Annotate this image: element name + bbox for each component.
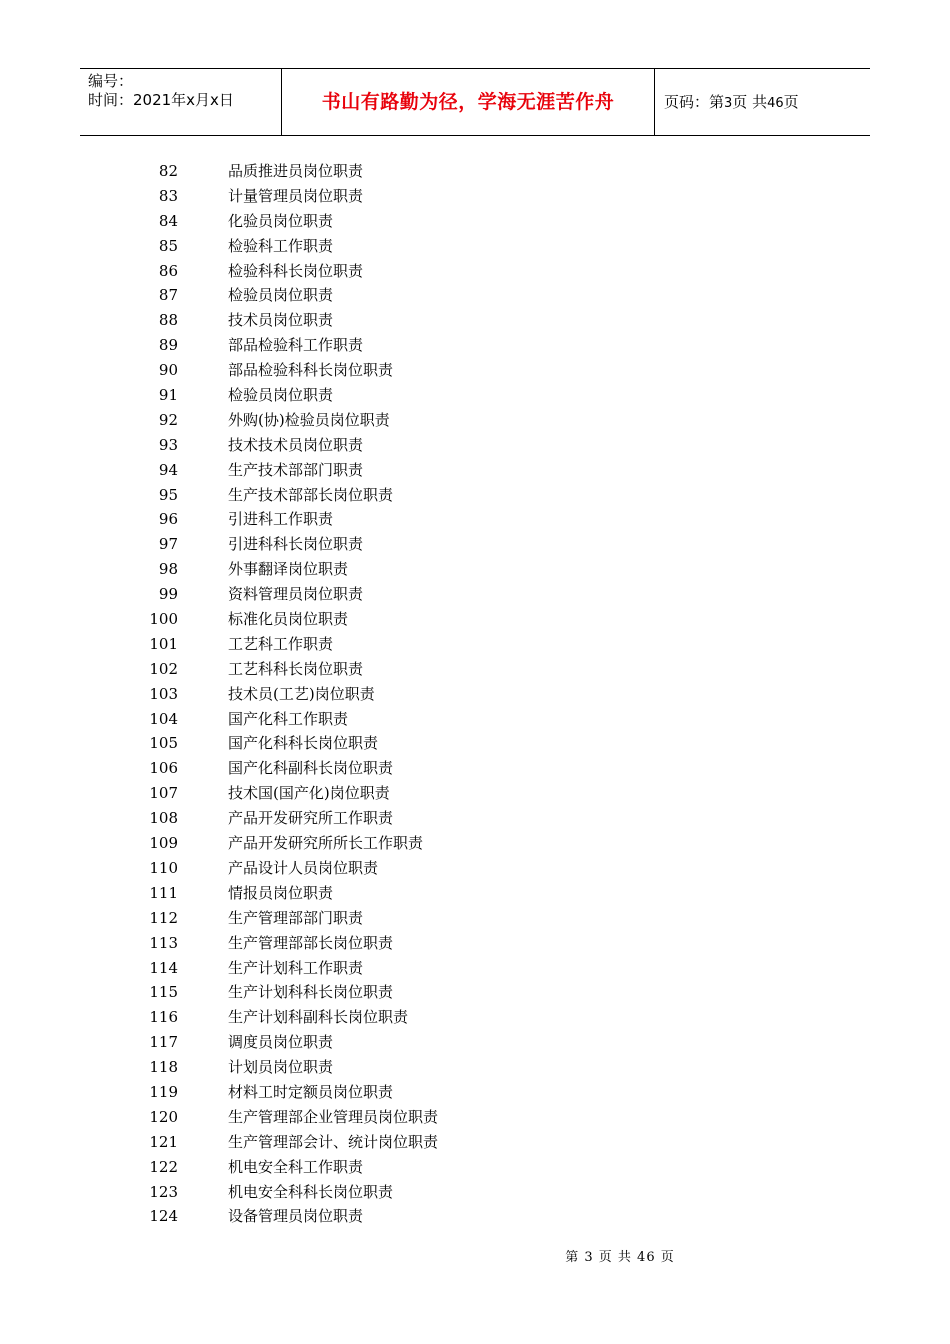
item-number: 97: [158, 535, 178, 554]
item-number: 82: [158, 162, 178, 180]
item-title: 检验科科长岗位职责: [228, 261, 364, 280]
item-number: 99: [158, 585, 178, 604]
list-item: [140, 1180, 740, 1205]
item-number: 115: [149, 983, 178, 1002]
item-number: 87: [158, 286, 178, 305]
page-prefix: 页码：第: [664, 93, 725, 111]
item-number: 118: [149, 1058, 178, 1077]
item-title: 技术国(国产化)岗位职责: [228, 784, 390, 803]
list-item: [140, 980, 740, 1005]
item-number: 119: [149, 1082, 178, 1101]
header-page-number: [655, 69, 870, 135]
item-number: 98: [158, 560, 178, 579]
item-title: 检验科工作职责: [228, 236, 334, 255]
item-title: 化验员岗位职责: [228, 211, 334, 230]
list-item: [140, 1204, 740, 1229]
list-item: [140, 881, 740, 906]
item-number: 85: [158, 236, 178, 255]
item-number: 114: [149, 958, 178, 977]
item-title: 生产管理部会计、统计岗位职责: [228, 1132, 439, 1151]
list-item: [140, 856, 740, 881]
item-number: 108: [149, 809, 178, 828]
item-title: 生产技术部部长岗位职责: [228, 485, 394, 504]
item-number: 107: [149, 784, 178, 803]
list-item: [140, 333, 740, 358]
list-item: [140, 1005, 740, 1030]
code-label: 编号：: [88, 72, 134, 90]
item-number: 104: [149, 709, 178, 728]
item-title: 标准化员岗位职责: [228, 610, 349, 629]
list-item: [140, 1130, 740, 1155]
item-number: 101: [149, 634, 178, 653]
list-item: [140, 507, 740, 532]
list-item: [140, 234, 740, 259]
list-item: [140, 458, 740, 483]
item-number: 88: [158, 311, 178, 330]
item-title: 检验员岗位职责: [228, 386, 334, 405]
item-title: 生产技术部部门职责: [228, 460, 364, 479]
item-title: 国产化科副科长岗位职责: [228, 759, 394, 778]
item-number: 83: [158, 186, 178, 205]
list-item: [140, 532, 740, 557]
page-header: [80, 68, 870, 136]
item-number: 121: [149, 1132, 178, 1151]
list-item: [140, 433, 740, 458]
list-item: [140, 259, 740, 284]
item-title: 部品检验科科长岗位职责: [228, 361, 394, 380]
item-number: 117: [149, 1033, 178, 1052]
list-item: [140, 1030, 740, 1055]
list-item: [140, 557, 740, 582]
item-number: 106: [149, 759, 178, 778]
time-label: 时间：2021年x月x日: [88, 91, 234, 109]
item-title: 技术技术员岗位职责: [228, 435, 364, 454]
item-title: 工艺科工作职责: [228, 634, 334, 653]
list-item: [140, 931, 740, 956]
list-item: [140, 184, 740, 209]
item-title: 产品设计人员岗位职责: [228, 858, 379, 877]
item-number: 112: [149, 908, 178, 927]
list-item: [140, 756, 740, 781]
list-item: [140, 383, 740, 408]
header-motto: 书山有路勤为径，学海无涯苦作舟: [282, 69, 655, 135]
item-number: 96: [158, 510, 178, 529]
list-item: [140, 956, 740, 981]
item-number: 113: [149, 933, 178, 952]
item-number: 95: [158, 485, 178, 504]
header-meta: [80, 69, 282, 135]
item-number: 116: [149, 1008, 178, 1027]
list-item: [140, 632, 740, 657]
item-number: 120: [149, 1107, 178, 1126]
item-number: 111: [149, 883, 178, 902]
list-item: [140, 408, 740, 433]
list-item: [140, 1080, 740, 1105]
item-title: 工艺科科长岗位职责: [228, 659, 364, 678]
item-title: 品质推进员岗位职责: [228, 162, 364, 180]
list-item: [140, 806, 740, 831]
list-item: [140, 582, 740, 607]
item-title: 机电安全科科长岗位职责: [228, 1182, 394, 1201]
item-number: 91: [158, 386, 178, 405]
item-title: 计划员岗位职责: [228, 1058, 334, 1077]
item-title: 部品检验科工作职责: [228, 336, 364, 355]
list-item: [140, 1055, 740, 1080]
item-number: 123: [149, 1182, 178, 1201]
list-item: [140, 159, 740, 184]
item-title: 生产计划科工作职责: [228, 958, 364, 977]
list-item: [140, 283, 740, 308]
list-item: [140, 781, 740, 806]
item-title: 生产管理部部长岗位职责: [228, 933, 394, 952]
list-item: [140, 682, 740, 707]
item-number: 124: [149, 1207, 178, 1226]
list-item: [140, 483, 740, 508]
item-title: 生产计划科副科长岗位职责: [228, 1008, 409, 1027]
item-title: 产品开发研究所所长工作职责: [228, 834, 424, 853]
item-number: 92: [158, 410, 178, 429]
duty-list: [140, 159, 740, 1229]
list-item: [140, 707, 740, 732]
item-title: 国产化科科长岗位职责: [228, 734, 379, 753]
item-number: 89: [158, 336, 178, 355]
item-title: 材料工时定额员岗位职责: [228, 1082, 394, 1101]
list-item: [140, 1105, 740, 1130]
item-title: 外事翻译岗位职责: [228, 560, 349, 579]
page-total: 46: [767, 96, 784, 111]
item-number: 93: [158, 435, 178, 454]
item-number: 122: [149, 1157, 178, 1176]
list-item: [140, 607, 740, 632]
list-item: [140, 358, 740, 383]
item-title: 计量管理员岗位职责: [228, 186, 364, 205]
item-number: 100: [149, 610, 178, 629]
item-number: 105: [149, 734, 178, 753]
item-number: 94: [158, 460, 178, 479]
item-number: 84: [158, 211, 178, 230]
page-mid: 页 共: [732, 93, 768, 111]
list-item: [140, 831, 740, 856]
item-title: 外购(协)检验员岗位职责: [228, 410, 390, 429]
item-title: 生产计划科科长岗位职责: [228, 983, 394, 1002]
item-number: 110: [149, 858, 178, 877]
list-item: [140, 308, 740, 333]
item-title: 生产管理部企业管理员岗位职责: [228, 1107, 439, 1126]
item-number: 90: [158, 361, 178, 380]
item-title: 机电安全科工作职责: [228, 1157, 364, 1176]
list-item: [140, 209, 740, 234]
item-title: 技术员(工艺)岗位职责: [228, 684, 375, 703]
item-title: 调度员岗位职责: [228, 1033, 334, 1052]
page-footer: 第 3 页 共 46 页: [565, 1250, 675, 1265]
item-title: 生产管理部部门职责: [228, 908, 364, 927]
item-number: 86: [158, 261, 178, 280]
item-title: 情报员岗位职责: [228, 883, 334, 902]
item-title: 检验员岗位职责: [228, 286, 334, 305]
item-title: 引进科工作职责: [228, 510, 334, 529]
item-title: 国产化科工作职责: [228, 709, 349, 728]
item-number: 102: [149, 659, 178, 678]
item-title: 引进科科长岗位职责: [228, 535, 364, 554]
item-title: 产品开发研究所工作职责: [228, 809, 394, 828]
page-current: 3: [724, 96, 733, 111]
item-title: 设备管理员岗位职责: [228, 1207, 364, 1226]
list-item: [140, 657, 740, 682]
list-item: [140, 1155, 740, 1180]
item-number: 103: [149, 684, 178, 703]
page-suffix: 页: [783, 93, 799, 111]
list-item: [140, 906, 740, 931]
item-title: 资料管理员岗位职责: [228, 585, 364, 604]
item-title: 技术员岗位职责: [228, 311, 334, 330]
list-item: [140, 731, 740, 756]
item-number: 109: [149, 834, 178, 853]
